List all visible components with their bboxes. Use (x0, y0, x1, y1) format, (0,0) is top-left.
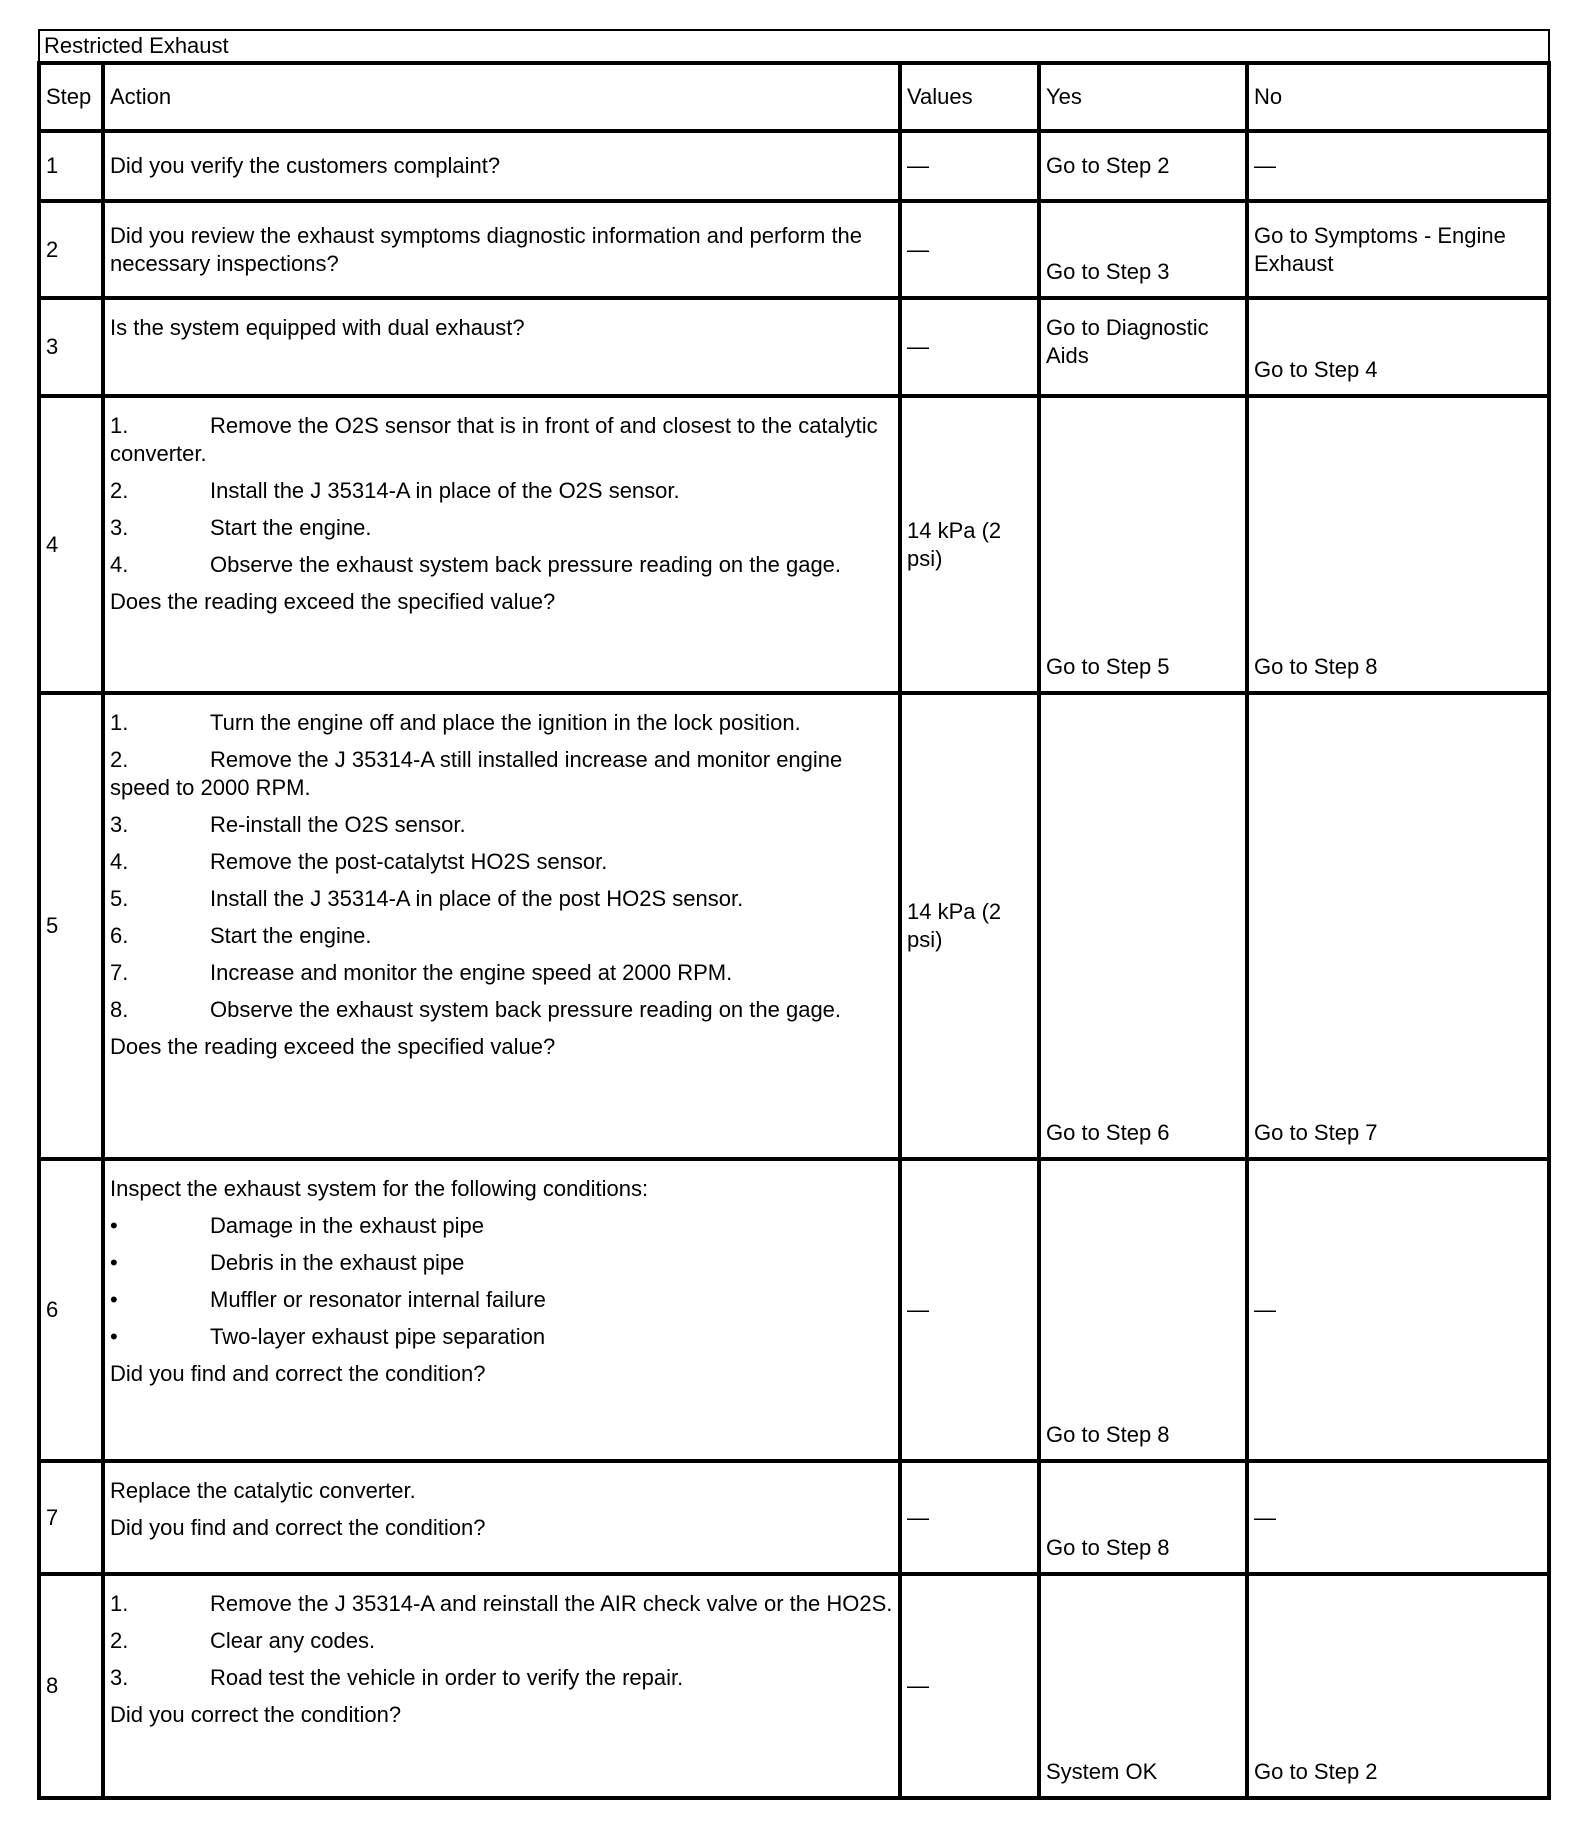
values-cell: — (900, 1461, 1039, 1574)
no-cell: Go to Step 4 (1247, 298, 1549, 396)
action-line (110, 922, 893, 950)
step-cell: 2 (39, 201, 103, 298)
action-text: Start the engine. (210, 515, 372, 540)
action-line (110, 848, 893, 876)
action-line (110, 222, 893, 278)
header-yes: Yes (1039, 63, 1247, 131)
no-cell: Go to Step 2 (1247, 1574, 1549, 1798)
table-row (39, 298, 1549, 396)
list-marker: 1. (110, 710, 129, 735)
action-cell (103, 1461, 900, 1574)
yes-cell: Go to Step 8 (1039, 1461, 1247, 1574)
values-cell: 14 kPa (2 psi) (900, 396, 1039, 693)
action-cell (103, 201, 900, 298)
no-cell: Go to Symptoms - Engine Exhaust (1247, 201, 1549, 298)
values-cell: — (900, 298, 1039, 396)
action-line (110, 1175, 893, 1203)
action-text: Remove the J 35314-A still installed increase and monitor engine speed to 2000 RPM. (110, 747, 843, 800)
action-line (110, 477, 893, 505)
table-row (39, 131, 1549, 201)
no-cell: Go to Step 7 (1247, 693, 1549, 1159)
yes-cell: Go to Step 5 (1039, 396, 1247, 693)
action-line (110, 1590, 893, 1618)
action-line (110, 959, 893, 987)
action-text: Install the J 35314-A in place of the post HO2S sensor. (210, 886, 744, 911)
action-text: Damage in the exhaust pipe (210, 1213, 484, 1238)
action-line (110, 1212, 893, 1240)
diagnostic-table (37, 29, 1551, 1800)
action-line (110, 1664, 893, 1692)
step-cell: 8 (39, 1574, 103, 1798)
step-cell: 6 (39, 1159, 103, 1461)
header-row (39, 63, 1549, 131)
list-marker: 6. (110, 923, 129, 948)
step-cell: 7 (39, 1461, 103, 1574)
action-text: Replace the catalytic converter. (110, 1478, 416, 1503)
table-title-row (39, 30, 1549, 63)
step-cell: 4 (39, 396, 103, 693)
values-cell: 14 kPa (2 psi) (900, 693, 1039, 1159)
table-title: Restricted Exhaust (39, 30, 1549, 63)
action-text: Re-install the O2S sensor. (210, 812, 466, 837)
action-line (110, 746, 893, 802)
list-marker: 3. (110, 515, 129, 540)
action-text: Did you correct the condition? (110, 1702, 402, 1727)
yes-cell: Go to Step 2 (1039, 131, 1247, 201)
step-cell: 1 (39, 131, 103, 201)
action-cell (103, 1574, 900, 1798)
action-text: Observe the exhaust system back pressure reading on the gage. (210, 997, 842, 1022)
list-marker: 3. (110, 1665, 129, 1690)
action-text: Turn the engine off and place the ignition in the lock position. (210, 710, 801, 735)
action-line (110, 1627, 893, 1655)
action-cell (103, 1159, 900, 1461)
table-row (39, 1159, 1549, 1461)
header-step: Step (39, 63, 103, 131)
action-text: Did you verify the customers complaint? (110, 153, 501, 178)
action-line (110, 1323, 893, 1351)
action-line (110, 885, 893, 913)
action-line (110, 996, 893, 1024)
action-cell (103, 298, 900, 396)
list-marker: 5. (110, 886, 129, 911)
action-text: Is the system equipped with dual exhaust? (110, 315, 525, 340)
yes-cell: Go to Step 8 (1039, 1159, 1247, 1461)
action-line (110, 514, 893, 542)
action-text: Debris in the exhaust pipe (210, 1250, 465, 1275)
action-text: Does the reading exceed the specified value? (110, 589, 556, 614)
action-line (110, 152, 893, 180)
action-cell (103, 396, 900, 693)
values-cell: — (900, 1159, 1039, 1461)
action-text: Did you find and correct the condition? (110, 1361, 486, 1386)
table-row (39, 693, 1549, 1159)
action-line (110, 1360, 893, 1388)
list-marker: 4. (110, 849, 129, 874)
list-marker: 3. (110, 812, 129, 837)
list-marker: 8. (110, 997, 129, 1022)
list-marker: 1. (110, 1591, 129, 1616)
action-line (110, 1286, 893, 1314)
list-marker: 2. (110, 747, 129, 772)
table-row (39, 1461, 1549, 1574)
table-row (39, 396, 1549, 693)
list-marker: • (110, 1287, 118, 1312)
action-text: Did you review the exhaust symptoms diagnostic information and perform the necessary inspections? (110, 222, 863, 276)
action-line (110, 1033, 893, 1061)
yes-cell: System OK (1039, 1574, 1247, 1798)
action-text: Road test the vehicle in order to verify the repair. (210, 1665, 684, 1690)
action-text: Increase and monitor the engine speed at 2000 RPM. (210, 960, 733, 985)
action-line (110, 588, 893, 616)
action-line (110, 709, 893, 737)
action-text: Two-layer exhaust pipe separation (210, 1324, 546, 1349)
values-cell: — (900, 131, 1039, 201)
header-action: Action (103, 63, 900, 131)
action-text: Remove the O2S sensor that is in front of and closest to the catalytic converter. (110, 413, 878, 466)
no-cell: — (1247, 1461, 1549, 1574)
no-cell: Go to Step 8 (1247, 396, 1549, 693)
action-text: Inspect the exhaust system for the following conditions: (110, 1176, 649, 1201)
no-cell: — (1247, 1159, 1549, 1461)
header-values: Values (900, 63, 1039, 131)
action-line (110, 1477, 893, 1505)
action-text: Start the engine. (210, 923, 372, 948)
values-cell: — (900, 201, 1039, 298)
values-cell: — (900, 1574, 1039, 1798)
list-marker: 4. (110, 552, 129, 577)
no-cell: — (1247, 131, 1549, 201)
action-line (110, 314, 893, 342)
action-text: Remove the post-catalytst HO2S sensor. (210, 849, 608, 874)
list-marker: 1. (110, 413, 129, 438)
list-marker: • (110, 1213, 118, 1238)
action-line (110, 1249, 893, 1277)
action-line (110, 551, 893, 579)
action-cell (103, 131, 900, 201)
list-marker: • (110, 1250, 118, 1275)
yes-cell: Go to Step 6 (1039, 693, 1247, 1159)
action-text: Observe the exhaust system back pressure reading on the gage. (210, 552, 842, 577)
action-text: Clear any codes. (210, 1628, 376, 1653)
action-text: Muffler or resonator internal failure (210, 1287, 546, 1312)
list-marker: • (110, 1324, 118, 1349)
list-marker: 2. (110, 478, 129, 503)
list-marker: 7. (110, 960, 129, 985)
step-cell: 3 (39, 298, 103, 396)
header-no: No (1247, 63, 1549, 131)
action-text: Install the J 35314-A in place of the O2S sensor. (210, 478, 680, 503)
yes-cell: Go to Diagnostic Aids (1039, 298, 1247, 396)
action-line (110, 412, 893, 468)
action-cell (103, 693, 900, 1159)
table-row (39, 1574, 1549, 1798)
action-line (110, 1514, 893, 1542)
yes-cell: Go to Step 3 (1039, 201, 1247, 298)
list-marker: 2. (110, 1628, 129, 1653)
action-text: Did you find and correct the condition? (110, 1515, 486, 1540)
action-text: Remove the J 35314-A and reinstall the AIR check valve or the HO2S. (210, 1591, 893, 1616)
step-cell: 5 (39, 693, 103, 1159)
action-line (110, 1701, 893, 1729)
action-line (110, 811, 893, 839)
table-row (39, 201, 1549, 298)
action-text: Does the reading exceed the specified value? (110, 1034, 556, 1059)
